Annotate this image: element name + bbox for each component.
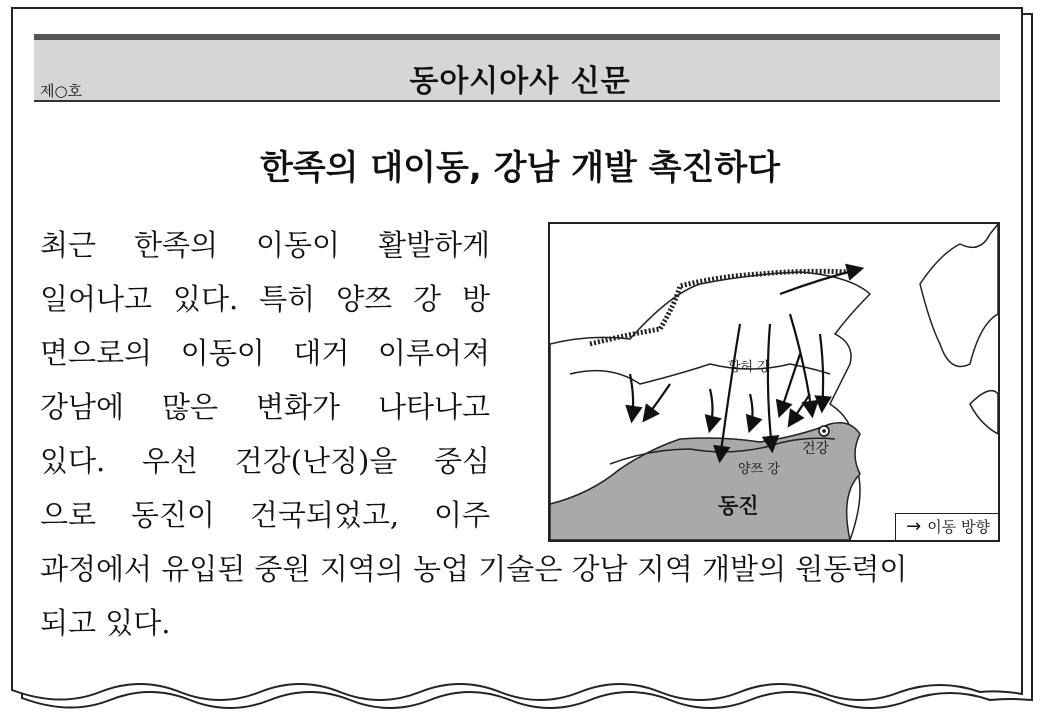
body-line: 으로 동진이 건국되었고, 이주 xyxy=(40,498,490,532)
japan-islands xyxy=(970,391,998,434)
body-line: 있다. 우선 건강(난징)을 중심 xyxy=(40,444,490,478)
dongjin-label: 동진 xyxy=(718,494,759,518)
legend-label: 이동 방향 xyxy=(927,518,990,536)
yangtze-label: 양쯔 강 xyxy=(738,462,780,477)
article-body-narrow xyxy=(40,218,490,542)
yellow-river-label: 황허 강 xyxy=(728,360,770,375)
map-drawing xyxy=(550,224,998,540)
article-headline: 한족의 대이동, 강남 개발 촉진하다 xyxy=(259,148,781,188)
body-line: 일어나고 있다. 특히 양쯔 강 방 xyxy=(40,282,490,316)
korean-peninsula xyxy=(920,224,998,367)
body-line: 되고 있다. xyxy=(40,606,171,640)
body-line: 최근 한족의 이동이 활발하게 xyxy=(40,228,490,262)
newspaper-title: 동아시아사 신문 xyxy=(409,64,631,99)
body-line: 과정에서 유입된 중원 지역의 농업 기술은 강남 지역 개발의 원동력이 xyxy=(40,552,908,586)
migration-map xyxy=(548,222,1000,542)
capital-label: 건강 xyxy=(802,441,830,457)
body-line: 강남에 많은 변화가 나타나고 xyxy=(40,390,490,424)
map-legend xyxy=(895,513,998,540)
body-line: 면으로의 이동이 대거 이루어져 xyxy=(40,336,490,370)
article-body-wide xyxy=(40,542,907,650)
arrow-icon: → xyxy=(906,516,922,537)
issue-number: 제○호 xyxy=(40,82,83,100)
